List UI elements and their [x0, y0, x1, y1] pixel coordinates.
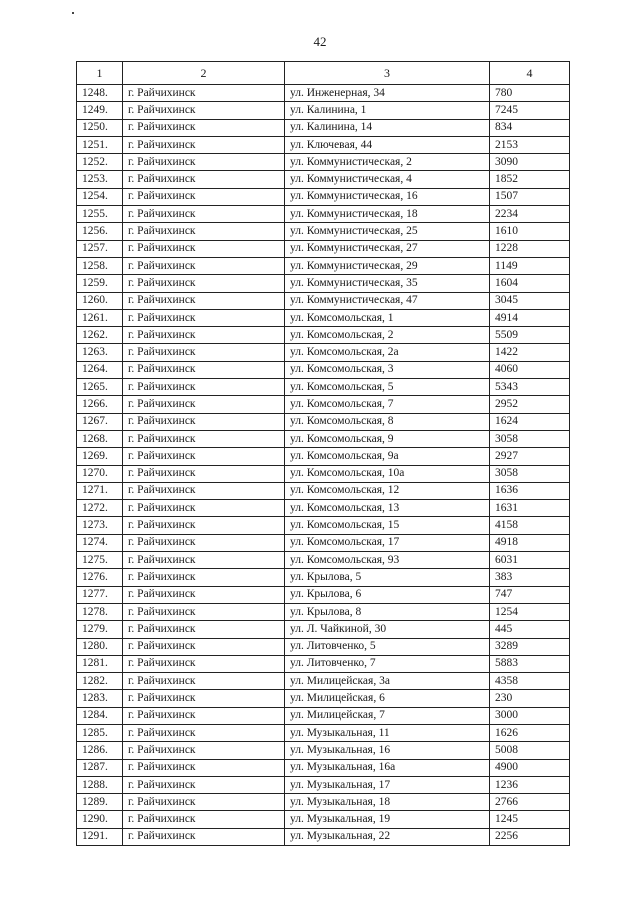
- address-cell: ул. Коммунистическая, 29: [285, 257, 490, 274]
- table-row: [77, 154, 570, 171]
- value-cell: 3090: [490, 154, 570, 171]
- row-number-cell: 1279.: [77, 621, 123, 638]
- city-cell: г. Райчихинск: [123, 257, 285, 274]
- value-cell: 1636: [490, 482, 570, 499]
- value-cell: 1228: [490, 240, 570, 257]
- table-row: [77, 136, 570, 153]
- address-cell: ул. Коммунистическая, 2: [285, 154, 490, 171]
- value-cell: 5008: [490, 742, 570, 759]
- city-cell: г. Райчихинск: [123, 344, 285, 361]
- row-number-cell: 1278.: [77, 603, 123, 620]
- table-row: [77, 171, 570, 188]
- value-cell: 5883: [490, 655, 570, 672]
- row-number-cell: 1251.: [77, 136, 123, 153]
- address-cell: ул. Комсомольская, 17: [285, 534, 490, 551]
- value-cell: 3045: [490, 292, 570, 309]
- address-cell: ул. Калинина, 1: [285, 102, 490, 119]
- table-row: [77, 223, 570, 240]
- value-cell: 780: [490, 85, 570, 102]
- column-header-3: 3: [285, 62, 490, 85]
- address-cell: ул. Комсомольская, 1: [285, 309, 490, 326]
- row-number-cell: 1273.: [77, 517, 123, 534]
- city-cell: г. Райчихинск: [123, 603, 285, 620]
- city-cell: г. Райчихинск: [123, 742, 285, 759]
- value-cell: 3289: [490, 638, 570, 655]
- row-number-cell: 1265.: [77, 379, 123, 396]
- city-cell: г. Райчихинск: [123, 223, 285, 240]
- value-cell: 230: [490, 690, 570, 707]
- value-cell: 2927: [490, 448, 570, 465]
- address-cell: ул. Комсомольская, 8: [285, 413, 490, 430]
- row-number-cell: 1264.: [77, 361, 123, 378]
- city-cell: г. Райчихинск: [123, 361, 285, 378]
- city-cell: г. Райчихинск: [123, 413, 285, 430]
- row-number-cell: 1282.: [77, 673, 123, 690]
- table-row: [77, 811, 570, 828]
- city-cell: г. Райчихинск: [123, 171, 285, 188]
- city-cell: г. Райчихинск: [123, 430, 285, 447]
- address-cell: ул. Музыкальная, 16: [285, 742, 490, 759]
- column-header-1: 1: [77, 62, 123, 85]
- row-number-cell: 1290.: [77, 811, 123, 828]
- row-number-cell: 1280.: [77, 638, 123, 655]
- value-cell: 3058: [490, 465, 570, 482]
- value-cell: 4914: [490, 309, 570, 326]
- city-cell: г. Райчихинск: [123, 275, 285, 292]
- city-cell: г. Райчихинск: [123, 552, 285, 569]
- city-cell: г. Райчихинск: [123, 465, 285, 482]
- city-cell: г. Райчихинск: [123, 707, 285, 724]
- address-cell: ул. Милицейская, 6: [285, 690, 490, 707]
- city-cell: г. Райчихинск: [123, 655, 285, 672]
- city-cell: г. Райчихинск: [123, 448, 285, 465]
- address-registry-table: [76, 61, 570, 846]
- row-number-cell: 1288.: [77, 776, 123, 793]
- address-cell: ул. Комсомольская, 93: [285, 552, 490, 569]
- city-cell: г. Райчихинск: [123, 776, 285, 793]
- row-number-cell: 1259.: [77, 275, 123, 292]
- table-row: [77, 707, 570, 724]
- row-number-cell: 1289.: [77, 794, 123, 811]
- table-row: [77, 776, 570, 793]
- value-cell: 6031: [490, 552, 570, 569]
- value-cell: 834: [490, 119, 570, 136]
- city-cell: г. Райчихинск: [123, 794, 285, 811]
- value-cell: 4918: [490, 534, 570, 551]
- city-cell: г. Райчихинск: [123, 811, 285, 828]
- address-cell: ул. Комсомольская, 2а: [285, 344, 490, 361]
- row-number-cell: 1270.: [77, 465, 123, 482]
- value-cell: 7245: [490, 102, 570, 119]
- value-cell: 2766: [490, 794, 570, 811]
- address-cell: ул. Музыкальная, 11: [285, 724, 490, 741]
- address-cell: ул. Коммунистическая, 35: [285, 275, 490, 292]
- table-row: [77, 794, 570, 811]
- row-number-cell: 1258.: [77, 257, 123, 274]
- table-row: [77, 396, 570, 413]
- city-cell: г. Райчихинск: [123, 206, 285, 223]
- column-header-2: 2: [123, 62, 285, 85]
- value-cell: 2153: [490, 136, 570, 153]
- table-row: [77, 448, 570, 465]
- address-cell: ул. Коммунистическая, 18: [285, 206, 490, 223]
- city-cell: г. Райчихинск: [123, 396, 285, 413]
- value-cell: 1507: [490, 188, 570, 205]
- address-cell: ул. Музыкальная, 18: [285, 794, 490, 811]
- value-cell: 4060: [490, 361, 570, 378]
- city-cell: г. Райчихинск: [123, 154, 285, 171]
- table-row: [77, 309, 570, 326]
- table-row: [77, 275, 570, 292]
- table-row: [77, 621, 570, 638]
- row-number-cell: 1252.: [77, 154, 123, 171]
- city-cell: г. Райчихинск: [123, 136, 285, 153]
- row-number-cell: 1271.: [77, 482, 123, 499]
- row-number-cell: 1285.: [77, 724, 123, 741]
- value-cell: 2256: [490, 828, 570, 845]
- row-number-cell: 1256.: [77, 223, 123, 240]
- table-row: [77, 569, 570, 586]
- table-row: [77, 724, 570, 741]
- table-row: [77, 638, 570, 655]
- row-number-cell: 1286.: [77, 742, 123, 759]
- address-cell: ул. Музыкальная, 16а: [285, 759, 490, 776]
- city-cell: г. Райчихинск: [123, 309, 285, 326]
- city-cell: г. Райчихинск: [123, 240, 285, 257]
- row-number-cell: 1257.: [77, 240, 123, 257]
- row-number-cell: 1266.: [77, 396, 123, 413]
- city-cell: г. Райчихинск: [123, 759, 285, 776]
- row-number-cell: 1253.: [77, 171, 123, 188]
- city-cell: г. Райчихинск: [123, 586, 285, 603]
- table-row: [77, 188, 570, 205]
- row-number-cell: 1248.: [77, 85, 123, 102]
- city-cell: г. Райчихинск: [123, 690, 285, 707]
- address-cell: ул. Коммунистическая, 47: [285, 292, 490, 309]
- table-row: [77, 655, 570, 672]
- table-row: [77, 673, 570, 690]
- table-row: [77, 344, 570, 361]
- value-cell: 2234: [490, 206, 570, 223]
- header-row: [77, 62, 570, 85]
- table-row: [77, 206, 570, 223]
- city-cell: г. Райчихинск: [123, 569, 285, 586]
- table-row: [77, 102, 570, 119]
- address-cell: ул. Милицейская, 7: [285, 707, 490, 724]
- city-cell: г. Райчихинск: [123, 327, 285, 344]
- value-cell: 4900: [490, 759, 570, 776]
- value-cell: 1610: [490, 223, 570, 240]
- table-row: [77, 603, 570, 620]
- address-cell: ул. Крылова, 8: [285, 603, 490, 620]
- table-row: [77, 119, 570, 136]
- table-row: [77, 742, 570, 759]
- table-body: [77, 85, 570, 846]
- table-row: [77, 828, 570, 845]
- value-cell: 1626: [490, 724, 570, 741]
- row-number-cell: 1255.: [77, 206, 123, 223]
- address-cell: ул. Милицейская, 3а: [285, 673, 490, 690]
- scan-speck: [72, 12, 74, 14]
- address-cell: ул. Калинина, 14: [285, 119, 490, 136]
- table-row: [77, 240, 570, 257]
- address-cell: ул. Комсомольская, 2: [285, 327, 490, 344]
- value-cell: 445: [490, 621, 570, 638]
- city-cell: г. Райчихинск: [123, 638, 285, 655]
- value-cell: 3000: [490, 707, 570, 724]
- address-cell: ул. Коммунистическая, 27: [285, 240, 490, 257]
- value-cell: 1254: [490, 603, 570, 620]
- address-cell: ул. Коммунистическая, 16: [285, 188, 490, 205]
- value-cell: 1422: [490, 344, 570, 361]
- city-cell: г. Райчихинск: [123, 621, 285, 638]
- address-cell: ул. Музыкальная, 22: [285, 828, 490, 845]
- city-cell: г. Райчихинск: [123, 517, 285, 534]
- value-cell: 383: [490, 569, 570, 586]
- value-cell: 1624: [490, 413, 570, 430]
- row-number-cell: 1262.: [77, 327, 123, 344]
- address-cell: ул. Литовченко, 7: [285, 655, 490, 672]
- row-number-cell: 1250.: [77, 119, 123, 136]
- value-cell: 3058: [490, 430, 570, 447]
- address-cell: ул. Комсомольская, 5: [285, 379, 490, 396]
- row-number-cell: 1267.: [77, 413, 123, 430]
- value-cell: 5509: [490, 327, 570, 344]
- address-cell: ул. Музыкальная, 17: [285, 776, 490, 793]
- address-cell: ул. Комсомольская, 9а: [285, 448, 490, 465]
- row-number-cell: 1275.: [77, 552, 123, 569]
- table-row: [77, 465, 570, 482]
- city-cell: г. Райчихинск: [123, 724, 285, 741]
- row-number-cell: 1249.: [77, 102, 123, 119]
- address-cell: ул. Крылова, 5: [285, 569, 490, 586]
- city-cell: г. Райчихинск: [123, 673, 285, 690]
- city-cell: г. Райчихинск: [123, 188, 285, 205]
- row-number-cell: 1263.: [77, 344, 123, 361]
- table-row: [77, 361, 570, 378]
- address-cell: ул. Комсомольская, 12: [285, 482, 490, 499]
- city-cell: г. Райчихинск: [123, 500, 285, 517]
- table-row: [77, 552, 570, 569]
- table-row: [77, 257, 570, 274]
- table-row: [77, 430, 570, 447]
- table-row: [77, 517, 570, 534]
- address-cell: ул. Комсомольская, 9: [285, 430, 490, 447]
- address-cell: ул. Коммунистическая, 25: [285, 223, 490, 240]
- value-cell: 5343: [490, 379, 570, 396]
- value-cell: 1631: [490, 500, 570, 517]
- row-number-cell: 1276.: [77, 569, 123, 586]
- row-number-cell: 1287.: [77, 759, 123, 776]
- city-cell: г. Райчихинск: [123, 119, 285, 136]
- city-cell: г. Райчихинск: [123, 828, 285, 845]
- column-header-4: 4: [490, 62, 570, 85]
- value-cell: 4158: [490, 517, 570, 534]
- table-row: [77, 759, 570, 776]
- address-cell: ул. Комсомольская, 15: [285, 517, 490, 534]
- row-number-cell: 1274.: [77, 534, 123, 551]
- table-row: [77, 482, 570, 499]
- value-cell: 2952: [490, 396, 570, 413]
- address-cell: ул. Комсомольская, 13: [285, 500, 490, 517]
- city-cell: г. Райчихинск: [123, 482, 285, 499]
- row-number-cell: 1281.: [77, 655, 123, 672]
- table-row: [77, 690, 570, 707]
- address-cell: ул. Комсомольская, 3: [285, 361, 490, 378]
- row-number-cell: 1261.: [77, 309, 123, 326]
- row-number-cell: 1272.: [77, 500, 123, 517]
- table-row: [77, 586, 570, 603]
- row-number-cell: 1268.: [77, 430, 123, 447]
- value-cell: 1149: [490, 257, 570, 274]
- row-number-cell: 1283.: [77, 690, 123, 707]
- row-number-cell: 1291.: [77, 828, 123, 845]
- table-row: [77, 413, 570, 430]
- row-number-cell: 1277.: [77, 586, 123, 603]
- city-cell: г. Райчихинск: [123, 102, 285, 119]
- value-cell: 4358: [490, 673, 570, 690]
- page-number: 42: [313, 34, 327, 49]
- address-cell: ул. Музыкальная, 19: [285, 811, 490, 828]
- row-number-cell: 1260.: [77, 292, 123, 309]
- table-row: [77, 292, 570, 309]
- value-cell: 1604: [490, 275, 570, 292]
- row-number-cell: 1284.: [77, 707, 123, 724]
- address-cell: ул. Инженерная, 34: [285, 85, 490, 102]
- value-cell: 1245: [490, 811, 570, 828]
- row-number-cell: 1269.: [77, 448, 123, 465]
- table-row: [77, 534, 570, 551]
- city-cell: г. Райчихинск: [123, 85, 285, 102]
- row-number-cell: 1254.: [77, 188, 123, 205]
- address-cell: ул. Комсомольская, 10а: [285, 465, 490, 482]
- table-row: [77, 85, 570, 102]
- address-cell: ул. Литовченко, 5: [285, 638, 490, 655]
- address-cell: ул. Л. Чайкиной, 30: [285, 621, 490, 638]
- table-row: [77, 500, 570, 517]
- address-cell: ул. Коммунистическая, 4: [285, 171, 490, 188]
- table-row: [77, 327, 570, 344]
- value-cell: 747: [490, 586, 570, 603]
- city-cell: г. Райчихинск: [123, 534, 285, 551]
- address-cell: ул. Комсомольская, 7: [285, 396, 490, 413]
- address-cell: ул. Крылова, 6: [285, 586, 490, 603]
- value-cell: 1852: [490, 171, 570, 188]
- address-cell: ул. Ключевая, 44: [285, 136, 490, 153]
- city-cell: г. Райчихинск: [123, 292, 285, 309]
- value-cell: 1236: [490, 776, 570, 793]
- city-cell: г. Райчихинск: [123, 379, 285, 396]
- table-row: [77, 379, 570, 396]
